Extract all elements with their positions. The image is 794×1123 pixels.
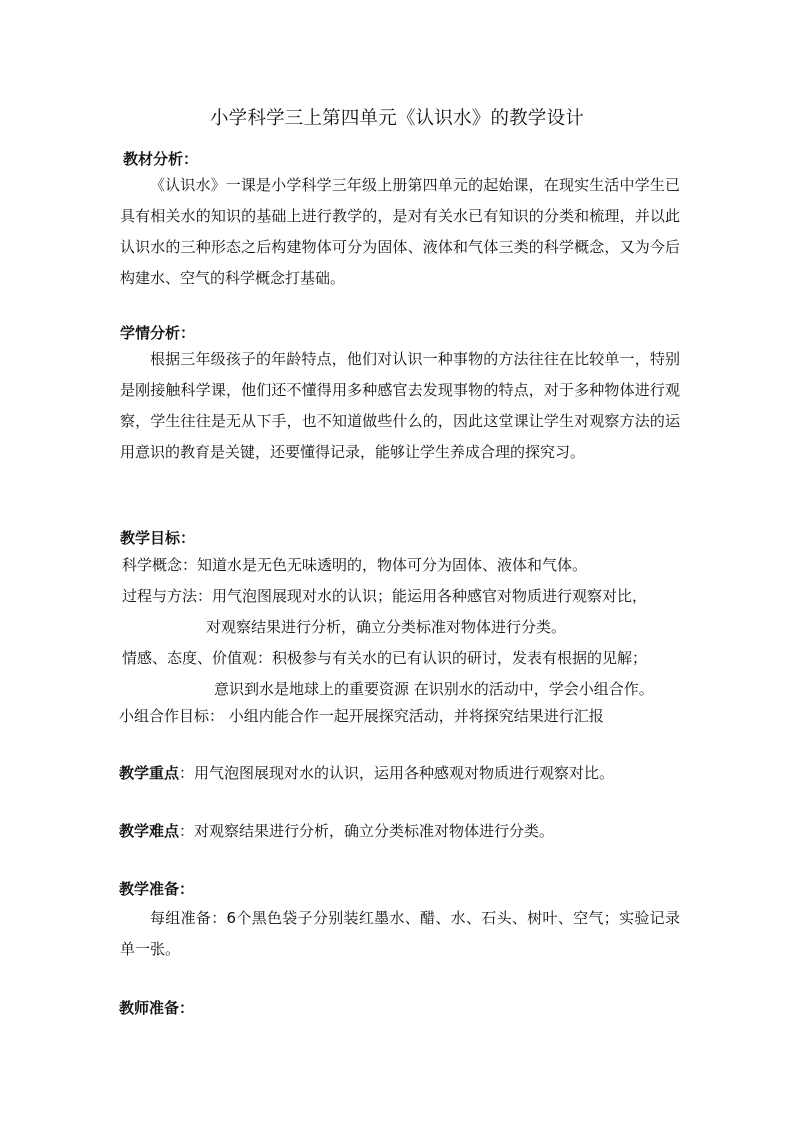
preparation-heading: 教学准备：: [119, 880, 195, 898]
goal-process-method-line1: 过程与方法：用气泡图展现对水的认识；能运用各种感官对物质进行观察对比，: [122, 587, 648, 605]
textbook-analysis-body: 《认识水》一课是小学科学三年级上册第四单元的起始课，在现实生活中学生已具有相关水的知识的基础上进行教学的，是对有关水已有知识的分类和梳理，并以此认识水的三种形态之后构建物体可分为固体、液体和气体三类的科学概念，又为今后构建水、空气的科学概念打基础。: [120, 176, 680, 287]
learner-analysis-body: 根据三年级孩子的年龄特点，他们对认识一种事物的方法往往在比较单一，特别是刚接触科学课，他们还不懂得用多种感官去发现事物的特点，对于多种物体进行观察，学生往往是无从下手，也不知道做些什么的，因此这堂课让学生对观察方法的运用意识的教育是关键，还要懂得记录，能够让学生养成合理的探究习。: [120, 350, 680, 461]
key-point-line: [119, 762, 614, 783]
difficulty-label: 教学难点: [119, 822, 180, 840]
teacher-preparation-heading: 教师准备：: [119, 999, 195, 1017]
key-point-text: ：用气泡图展现对水的认识，运用各种感观对物质进行观察对比。: [179, 764, 615, 782]
difficulty-text: ：对观察结果进行分析，确立分类标准对物体进行分类。: [179, 822, 555, 840]
goal-emotion-line1: 情感、态度、价值观：积极参与有关水的已有认识的研讨，发表有根据的见解；: [122, 649, 648, 667]
document-title: 小学科学三上第四单元《认识水》的教学设计: [209, 108, 584, 129]
learner-analysis-heading: 学情分析：: [120, 324, 196, 342]
goal-science-concept: 科学概念：知道水是无色无味透明的，物体可分为固体、液体和气体。: [122, 556, 588, 574]
textbook-analysis-heading: 教材分析：: [123, 150, 199, 168]
goal-process-method-line2: 对观察结果进行分析，确立分类标准对物体进行分类。: [206, 618, 567, 636]
teaching-goals-heading: 教学目标：: [120, 529, 196, 547]
goal-emotion-line2: 意识到水是地球上的重要资源 在识别水的活动中，学会小组合作。: [214, 680, 654, 698]
preparation-body: 每组准备：6个黑色袋子分别装红墨水、醋、水、石头、树叶、空气；实验记录单一张。: [120, 909, 680, 958]
difficulty-line: [119, 820, 554, 841]
key-point-label: 教学重点: [119, 764, 180, 782]
goal-group-work: 小组合作目标： 小组内能合作一起开展探究活动，并将探究结果进行汇报: [119, 707, 604, 725]
